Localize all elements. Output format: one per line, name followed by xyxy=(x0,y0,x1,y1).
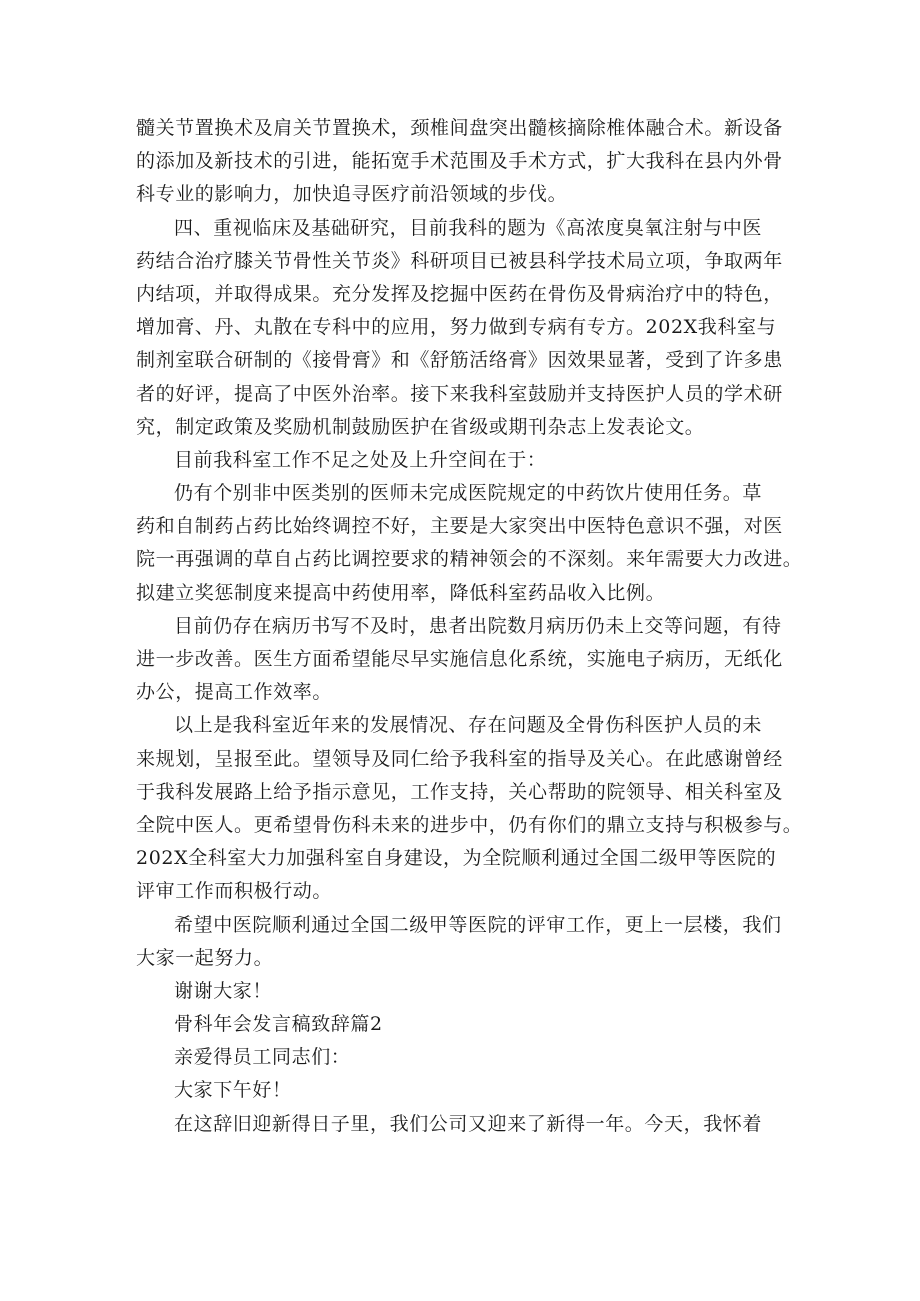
text-line: 进一步改善。医生方面希望能尽早实施信息化系统，实施电子病历，无纸化 xyxy=(136,648,783,670)
text-line: 大家一起努力。 xyxy=(136,946,274,969)
text-line: 202X全科室大力加强科室自身建设，为全院顺利通过全国二级甲等医院的 xyxy=(136,847,777,870)
text-line: 者的好评，提高了中医外治率。接下来我科室鼓励并支持医护人员的学术研 xyxy=(136,382,783,405)
text-line: 制剂室联合研制的《接骨膏》和《舒筋活络膏》因效果显著，受到了许多患 xyxy=(136,349,783,372)
text-line: 来规划，呈报至此。望领导及同仁给予我科室的指导及关心。在此感谢曾经 xyxy=(136,747,783,770)
text-line: 于我科发展路上给予指示意见，工作支持，关心帮助的院领导、相关科室及 xyxy=(136,780,783,803)
text-line: 药结合治疗膝关节骨性关节炎》科研项目已被县科学技术局立项，争取两年 xyxy=(136,249,783,272)
text-line: 拟建立奖惩制度来提高中药使用率，降低科室药品收入比例。 xyxy=(136,581,666,604)
text-line: 在这辞旧迎新得日子里，我们公司又迎来了新得一年。今天，我怀着 xyxy=(174,1112,763,1135)
text-line: 内结项，并取得成果。充分发挥及挖掘中医药在骨伤及骨病治疗中的特色， xyxy=(136,282,783,305)
text-line: 评审工作而积极行动。 xyxy=(136,880,333,903)
document-body xyxy=(136,112,803,1141)
text-line: 目前我科室工作不足之处及上升空间在于： xyxy=(174,448,547,471)
text-line: 希望中医院顺利通过全国二级甲等医院的评审工作，更上一层楼，我们 xyxy=(174,913,782,936)
text-line: 办公，提高工作效率。 xyxy=(136,681,333,704)
text-line: 四、重视临床及基础研究，目前我科的题为《高浓度臭氧注射与中医 xyxy=(174,216,763,239)
text-line: 全院中医人。更希望骨伤科未来的进步中，仍有你们的鼎立支持与积极参与。 xyxy=(136,813,803,836)
closing-thanks: 谢谢大家！ xyxy=(174,979,273,1002)
text-line: 究，制定政策及奖励机制鼓励医护在省级或期刊杂志上发表论文。 xyxy=(136,415,705,438)
text-line: 药和自制药占药比始终调控不好，主要是大家突出中医特色意识不强，对医 xyxy=(136,515,783,538)
text-line: 增加膏、丹、丸散在专科中的应用，努力做到专病有专方。202X我科室与 xyxy=(136,316,777,339)
text-line: 目前仍存在病历书写不及时，患者出院数月病历仍未上交等问题，有待 xyxy=(174,614,782,637)
text-line: 髓关节置换术及肩关节置换术，颈椎间盘突出髓核摘除椎体融合术。新设备 xyxy=(136,117,783,139)
text-line: 仍有个别非中医类别的医师未完成医院规定的中药饮片使用任务。草 xyxy=(174,482,763,505)
salutation: 亲爱得员工同志们： xyxy=(174,1046,351,1069)
text-line: 以上是我科室近年来的发展情况、存在问题及全骨伤科医护人员的未 xyxy=(174,714,763,737)
text-line: 科专业的影响力，加快追寻医疗前沿领域的步伐。 xyxy=(136,183,568,206)
text-line: 院一再强调的草自占药比调控要求的精神领会的不深刻。来年需要大力改进。 xyxy=(136,548,803,571)
text-line: 的添加及新技术的引进，能拓宽手术范围及手术方式，扩大我科在县内外骨 xyxy=(136,150,783,173)
greeting: 大家下午好！ xyxy=(174,1079,292,1102)
section-heading: 骨科年会发言稿致辞篇2 xyxy=(174,1013,383,1036)
